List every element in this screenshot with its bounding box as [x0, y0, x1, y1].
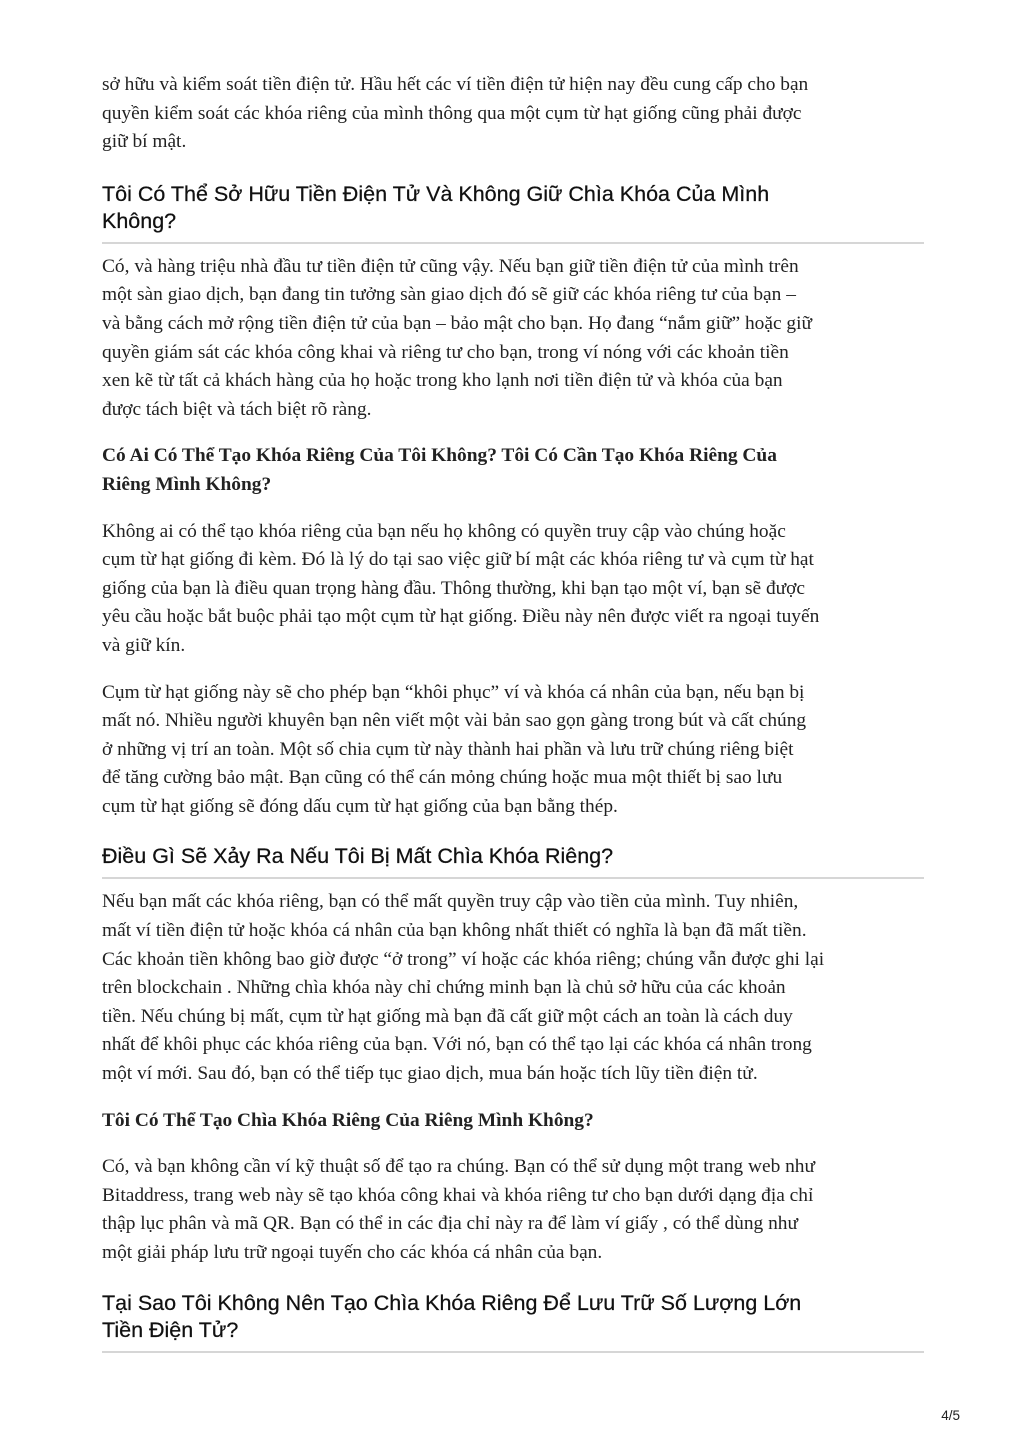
- heading-lose-key: Điều Gì Sẽ Xảy Ra Nếu Tôi Bị Mất Chìa Khóa Riêng?: [102, 843, 924, 879]
- heading-own-without-keys: Tôi Có Thể Sở Hữu Tiền Điện Tử Và Không Giữ Chìa Khóa Của Mình Không?: [102, 181, 924, 244]
- page-number: 4/5: [941, 1408, 960, 1423]
- create-answer-paragraph-1: Không ai có thể tạo khóa riêng của bạn nếu họ không có quyền truy cập vào chúng hoặc cụm từ hạt giống đi kèm. Đó là lý do tại sao việc giữ bí mật các khóa riêng tư và cụm từ hạt giống của bạn là điều quan trọng hàng đầu. Thông thường, khi bạn tạo một ví, bạn sẽ được yêu cầu hoặc bắt buộc phải tạo một cụm từ hạt giống. Điều này nên được viết ra ngoại tuyến và giữ kín.: [102, 520, 820, 656]
- intro-paragraph: sở hữu và kiểm soát tiền điện tử. Hầu hết các ví tiền điện tử hiện nay đều cung cấp cho bạn quyền kiểm soát các khóa riêng của mình thông qua một cụm từ hạt giống cũng phải được giữ bí mật.: [102, 74, 809, 153]
- lose-answer-paragraph: Nếu bạn mất các khóa riêng, bạn có thể mất quyền truy cập vào tiền của mình. Tuy nhiên, mất ví tiền điện tử hoặc khóa cá nhân của bạn không nhất thiết có nghĩa là bạn đã mất tiền. Các khoản tiền không bao giờ được “ở trong” ví hoặc các khóa riêng; chúng vẫn được ghi lại trên blockchain . Những chìa khóa này chỉ chứng minh bạn là chủ sở hữu của các khoản tiền. Nếu chúng bị mất, cụm từ hạt giống mà bạn đã cất giữ một cách an toàn là cách duy nhất để khôi phục các khóa riêng của bạn. Với nó, bạn có thể tạo lại các khóa cá nhân trong một ví mới. Sau đó, bạn có thể tiếp tục giao dịch, mua bán hoặc tích lũy tiền điện tử.: [102, 891, 825, 1085]
- own-create-answer-paragraph: Có, và bạn không cần ví kỹ thuật số để tạo ra chúng. Bạn có thể sử dụng một trang web như Bitaddress, trang web này sẽ tạo khóa công khai và khóa riêng tư cho bạn dưới dạng địa chỉ thập lục phân và mã QR. Bạn có thể in các địa chỉ này ra để làm ví giấy , có thể dùng như một giải pháp lưu trữ ngoại tuyến cho các khóa cá nhân của bạn.: [102, 1156, 816, 1263]
- heading-can-anyone-create: Có Ai Có Thể Tạo Khóa Riêng Của Tôi Không? Tôi Có Cần Tạo Khóa Riêng Của Riêng Mình Không?: [102, 445, 777, 495]
- article-body: [102, 71, 924, 1353]
- create-answer-paragraph-2: Cụm từ hạt giống này sẽ cho phép bạn “khôi phục” ví và khóa cá nhân của bạn, nếu bạn bị mất nó. Nhiều người khuyên bạn nên viết một vài bản sao gọn gàng trong bút và cất chúng ở những vị trí an toàn. Một số chia cụm từ này thành hai phần và lưu trữ chúng riêng biệt để tăng cường bảo mật. Bạn cũng có thể cán mỏng chúng hoặc mua một thiết bị sao lưu cụm từ hạt giống sẽ đóng dấu cụm từ hạt giống của bạn bằng thép.: [102, 681, 807, 817]
- heading-why-not: Tại Sao Tôi Không Nên Tạo Chìa Khóa Riêng Để Lưu Trữ Số Lượng Lớn Tiền Điện Tử?: [102, 1290, 924, 1353]
- own-answer-paragraph: Có, và hàng triệu nhà đầu tư tiền điện tử cũng vậy. Nếu bạn giữ tiền điện tử của mình trên một sàn giao dịch, bạn đang tin tưởng sàn giao dịch đó sẽ giữ các khóa riêng tư của bạn – và bằng cách mở rộng tiền điện tử của bạn – bảo mật cho bạn. Họ đang “nắm giữ” hoặc giữ quyền giám sát các khóa công khai và riêng tư cho bạn, trong ví nóng với các khoản tiền xen kẽ từ tất cả khách hàng của họ hoặc trong kho lạnh nơi tiền điện tử và khóa của bạn được tách biệt và tách biệt rõ ràng.: [102, 255, 812, 420]
- heading-create-own: Tôi Có Thể Tạo Chìa Khóa Riêng Của Riêng Mình Không?: [102, 1109, 594, 1131]
